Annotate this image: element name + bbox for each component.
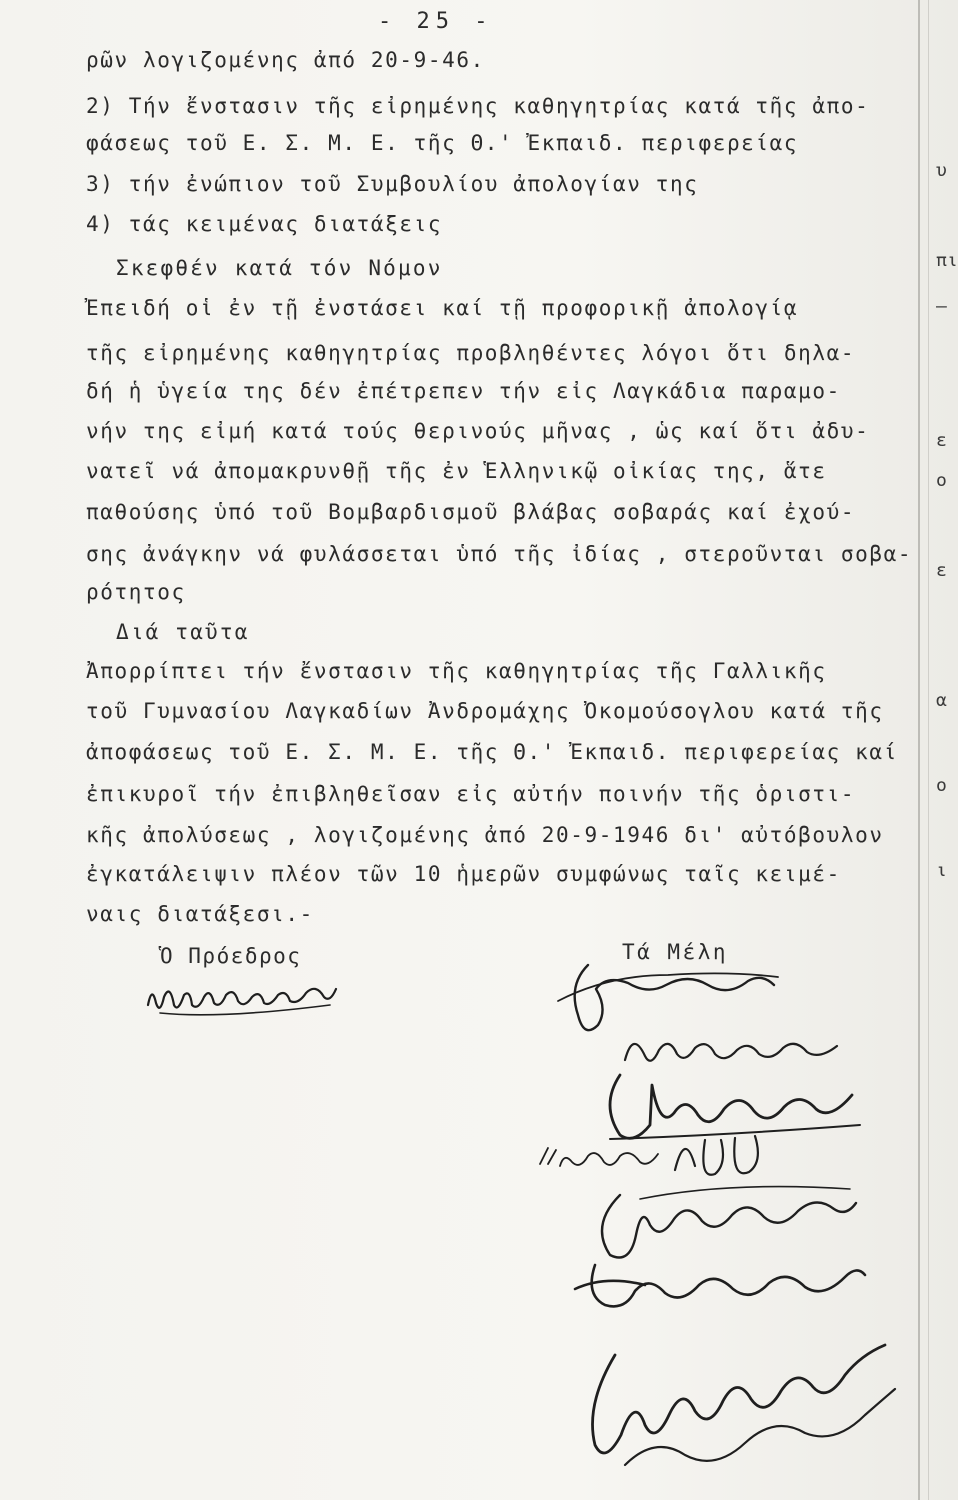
text-line-4: 3) τήν ἐνώπιον τοῦ Συμβουλίου ἀπολογίαν της [86,172,699,196]
text-line-7: Ἐπειδή οἱ ἐν τῇ ἐνστάσει καί τῇ προφορικῇ ἀπολογίᾳ [86,296,799,320]
text-line-19: ἐπικυροῖ τήν ἐπιβληθεῖσαν εἰς αὐτήν ποινήν τῆς ὁριστι- [86,782,856,806]
margin-fragment: ε [936,430,947,451]
text-line-8: τῆς εἰρημένης καθηγητρίας προβληθέντες λόγοι ὅτι δηλα- [86,341,856,365]
section-heading-therefore: Διά ταῦτα [116,620,250,644]
margin-fragment: α [936,690,947,711]
section-heading-considered: Σκεφθέν κατά τόν Νόμον [116,256,443,280]
president-label: Ὁ Πρόεδρος [160,944,302,968]
member-signature-7 [565,1315,905,1475]
page-fold-line [918,0,920,1500]
text-line-17: τοῦ Γυμνασίου Λαγκαδίων Ἀνδρομάχης Ὀκομούσογλου κατά τῆς [86,699,884,723]
text-line-5: 4) τάς κειμένας διατάξεις [86,212,443,236]
text-line-11: νατεῖ νά ἀπομακρυνθῇ τῆς ἐν Ἑλληνικῷ οἰκίας της, ἅτε [86,459,827,483]
member-signature-6 [565,1255,875,1315]
text-line-1: ρῶν λογιζομένης ἀπό 20-9-46. [86,48,485,72]
margin-fragment: ο [936,470,947,491]
text-line-14: ρότητος [86,580,186,604]
text-line-18: ἀποφάσεως τοῦ Ε. Σ. Μ. Ε. τῆς Θ.' Ἐκπαιδ. περιφερείας καί [86,740,898,764]
text-line-9: δή ἡ ὑγεία της δέν ἐπέτρεπεν τήν εἰς Λαγκάδια παραμο- [86,379,841,403]
text-line-13: σης ἀνάγκην νά φυλάσσεται ὑπό τῆς ἰδίας , στεροῦνται σοβα- [86,542,913,566]
text-line-2: 2) Τήν ἔνστασιν τῆς εἰρημένης καθηγητρίας κατά τῆς ἀπο- [86,94,870,118]
margin-fragment: ε [936,560,947,581]
text-line-22: ναις διατάξεσι.- [86,902,314,926]
margin-fragment: πι [936,250,958,271]
page-fold-line-secondary [928,0,929,1500]
margin-fragment: ι [936,860,947,881]
text-line-20: κῆς ἀπολύσεως , λογιζομένης ἀπό 20-9-1946 δι' αὐτόβουλον [86,823,884,847]
page-number: - 25 - [378,9,494,34]
margin-fragment: — [936,296,947,317]
text-line-10: νήν της εἰμή κατά τούς θερινούς μῆνας , ὡς καί ὅτι ἀδυ- [86,419,870,443]
member-signature-small [534,1140,664,1180]
margin-fragment: ο [936,775,947,796]
text-line-3: φάσεως τοῦ Ε. Σ. Μ. Ε. τῆς Θ.' Ἐκπαιδ. περιφερείας [86,131,799,155]
margin-fragment: υ [936,160,947,181]
member-signature-5 [580,1175,860,1265]
text-line-21: ἐγκατάλειψιν πλέον τῶν 10 ἡμερῶν συμφώνως ταῖς κειμέ- [86,862,841,886]
text-line-12: παθούσης ὑπό τοῦ Βομβαρδισμοῦ βλάβας σοβαράς καί ἐχού- [86,500,856,524]
bottom-scan-strip [400,1466,660,1482]
president-signature [140,975,350,1025]
left-edge-stamp [6,1380,26,1490]
members-label: Τά Μέλη [622,940,729,964]
text-line-16: Ἀπορρίπτει τήν ἔνστασιν τῆς καθηγητρίας τῆς Γαλλικῆς [86,659,827,683]
